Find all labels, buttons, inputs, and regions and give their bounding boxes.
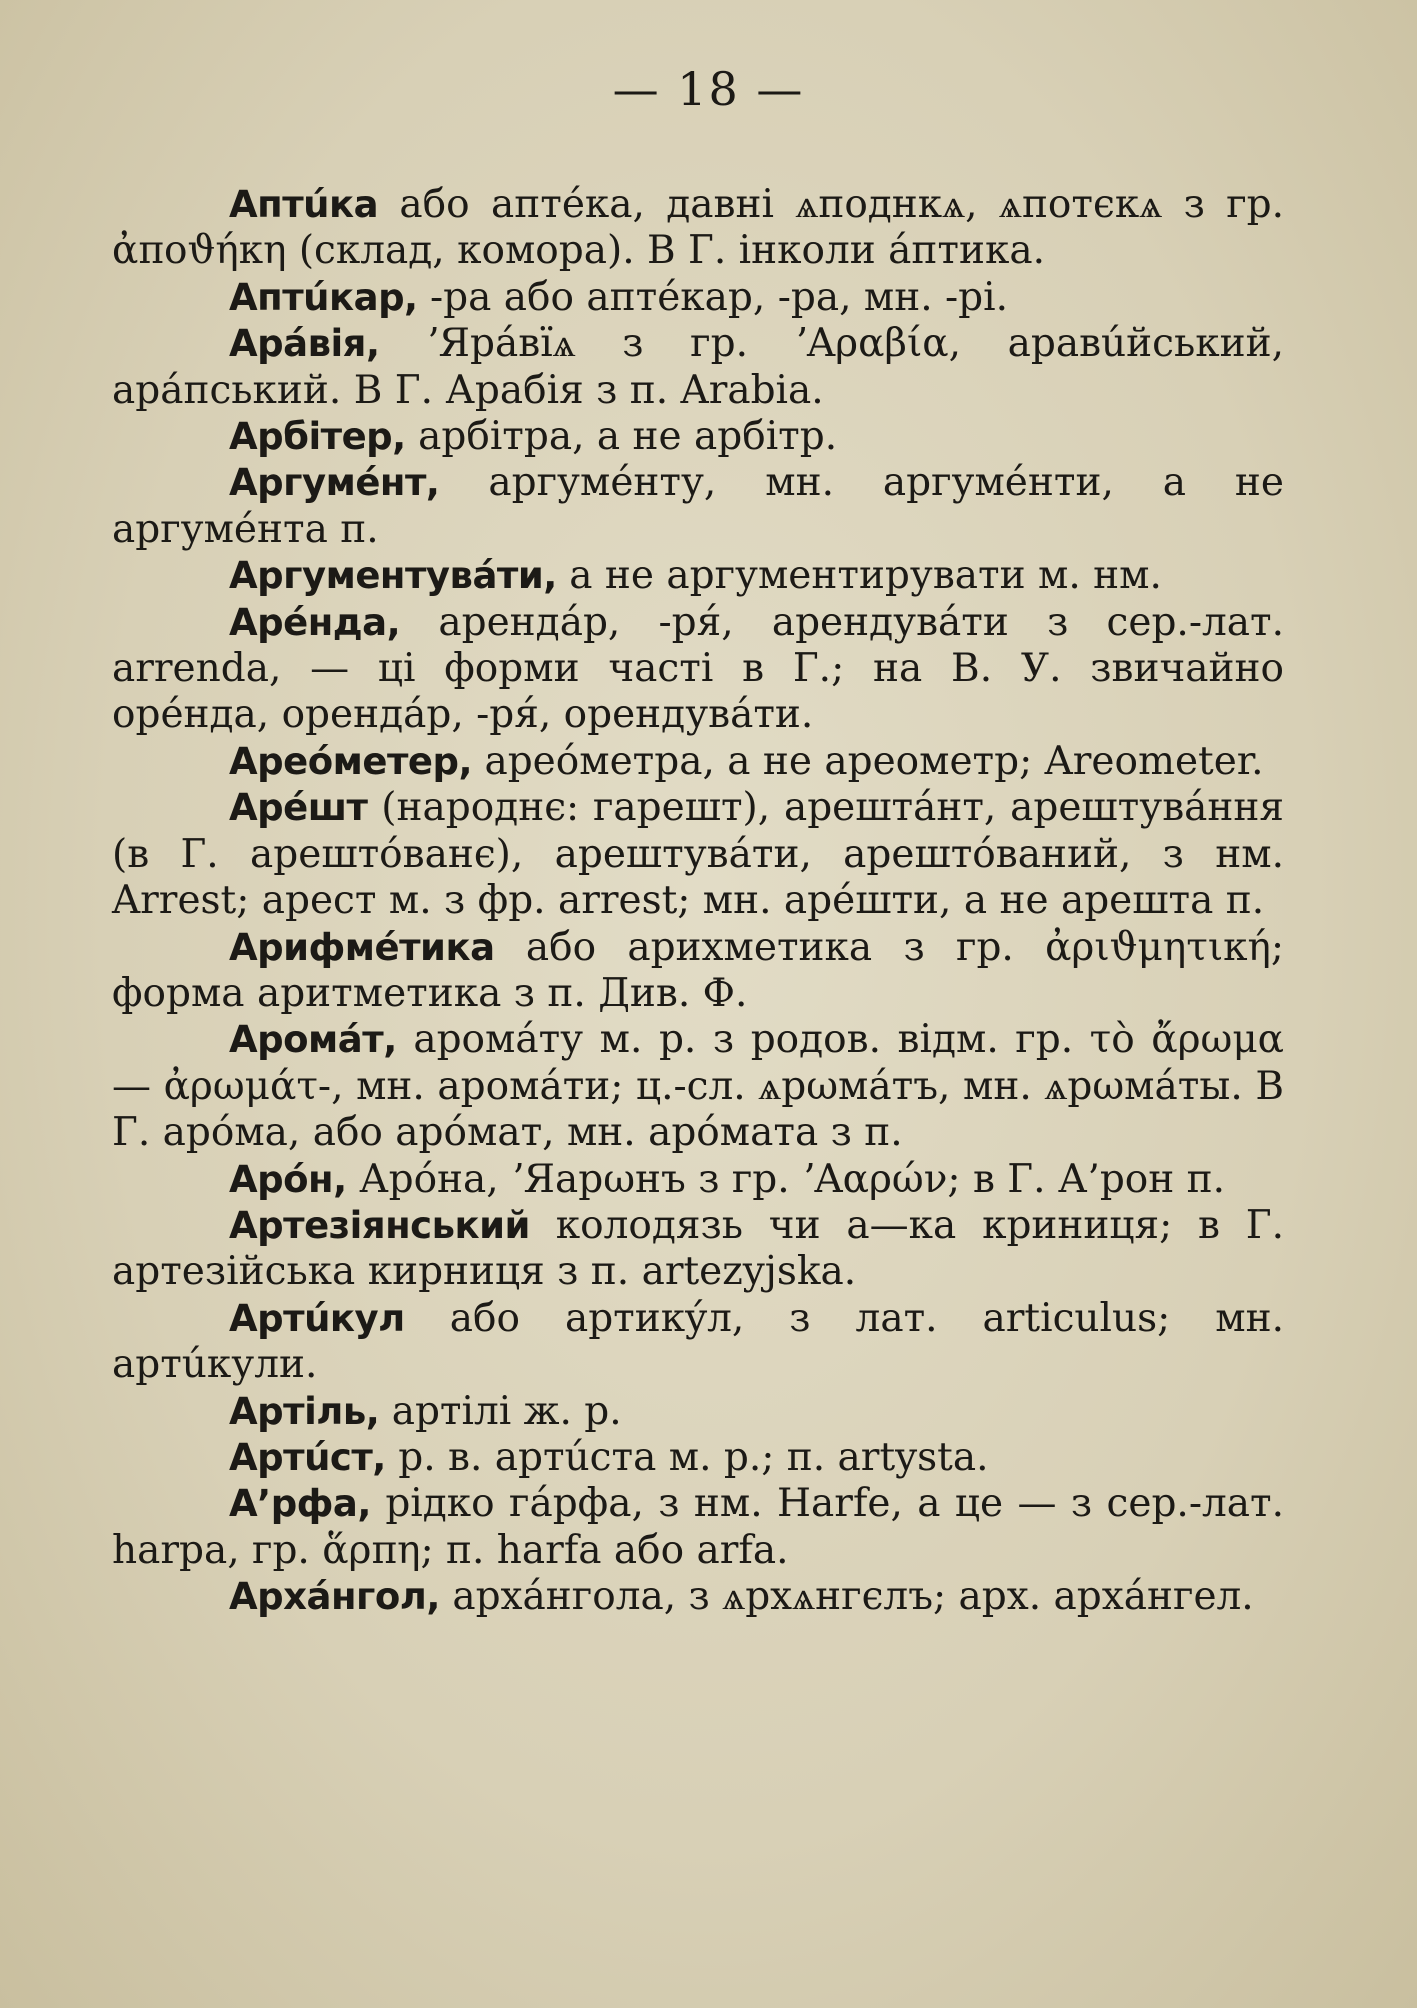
dictionary-entry bbox=[112, 1435, 1284, 1481]
dictionary-entry bbox=[112, 1203, 1284, 1296]
entry-body: або арихметика з гр. ἀριϑμητική; форма аритметика з п. Див. Ф. bbox=[112, 924, 1284, 1016]
entry-headword: Артезіянський bbox=[229, 1203, 530, 1247]
entry-body: рідко гáрфа, з нм. Harfe, а це — з сер.-лат. harpa, гр. ἅρπη; п. harfa або arfa. bbox=[112, 1481, 1284, 1573]
dictionary-entry bbox=[112, 1389, 1284, 1435]
dictionary-entry bbox=[112, 600, 1284, 739]
entry-headword: Ареóметер, bbox=[229, 739, 473, 783]
dictionary-entry bbox=[112, 1017, 1284, 1156]
entry-headword: Аргументувáти, bbox=[229, 554, 557, 598]
entry-headword: Архáнгол, bbox=[229, 1575, 440, 1619]
entry-body: (народнє: гарешт), арештáнт, арештувáння (в Г. арештóванє), арештувáти, арештóваний, з нм. Arrest; арест м. з фр. arrest; мн. арéшти, а не арешта п. bbox=[112, 785, 1284, 924]
entry-headword: Арифмéтика bbox=[229, 925, 495, 969]
entry-headword: Аптúкар, bbox=[229, 275, 418, 319]
entry-headword: Артúст, bbox=[229, 1435, 386, 1479]
entry-body: або аптéка, давні ѧподнкѧ, ѧпотєкѧ з гр. ἀποϑήκη (склад, комора). В Г. інколи áптика. bbox=[112, 182, 1284, 274]
entry-body: Арóна, ʼЯарωнъ з гр. ʼΑαρών; в Г. А’рон п. bbox=[346, 1156, 1226, 1202]
entry-body: арендáр, -ря́, арендувáти з сер.-лат. arrenda, — ці форми часті в Г.; на В. У. звичайно орéнда, орендáр, -ря́, орендувáти. bbox=[112, 599, 1284, 738]
dictionary-entry bbox=[112, 1157, 1284, 1203]
dictionary-entry bbox=[112, 460, 1284, 553]
entry-body: колодязь чи а—ка криниця; в Г. артезійська кирниця з п. artezyjska. bbox=[112, 1202, 1284, 1295]
entry-body: аромáту м. р. з родов. відм. гр. τὸ ἄρωμα — ἀρωμάτ-, мн. аромáти; ц.-сл. ѧрωмáтъ, мн. ѧрωмáты. В Г. арóма, або арóмат, мн. арóмата з п. bbox=[112, 1017, 1284, 1156]
entry-headword: Аргумéнт, bbox=[229, 461, 440, 505]
dictionary-text bbox=[112, 182, 1284, 1621]
dictionary-entry bbox=[112, 1296, 1284, 1389]
entry-body: р. в. артúста м. р.; п. artysta. bbox=[385, 1434, 989, 1480]
entry-headword: Арáвія, bbox=[229, 322, 380, 366]
entry-headword: Аптúка bbox=[229, 183, 379, 226]
entry-body: або артикýл, з лат. articulus; мн. артúкули. bbox=[112, 1295, 1284, 1388]
entry-body: артілі ж. р. bbox=[379, 1388, 622, 1434]
entry-headword: Арéшт bbox=[229, 786, 368, 830]
entry-body: аргумéнту, мн. аргумéнти, а не аргумéнта п. bbox=[112, 460, 1284, 552]
entry-headword: Арбітер, bbox=[229, 415, 406, 459]
dictionary-entry bbox=[112, 1574, 1284, 1620]
dictionary-entry bbox=[112, 182, 1284, 275]
dictionary-entry bbox=[112, 785, 1284, 924]
entry-headword: А’рфа, bbox=[229, 1482, 371, 1526]
entry-body: арбітра, а не арбітр. bbox=[405, 414, 838, 460]
dictionary-entry bbox=[112, 553, 1284, 599]
dictionary-entry bbox=[112, 925, 1284, 1018]
entry-headword: Аромáт, bbox=[229, 1018, 397, 1062]
entry-headword: Артіль, bbox=[229, 1389, 380, 1433]
entry-body: ареóметра, а не ареометр; Areometer. bbox=[472, 738, 1264, 784]
entry-body: -ра або аптéкар, -ра, мн. -рі. bbox=[417, 274, 1009, 320]
entry-headword: Арéнда, bbox=[229, 600, 401, 644]
dictionary-entry bbox=[112, 275, 1284, 321]
page-number: — 18 — bbox=[612, 62, 805, 116]
dictionary-entry bbox=[112, 1481, 1284, 1574]
dictionary-entry bbox=[112, 739, 1284, 785]
entry-body: а не аргументирувати м. нм. bbox=[556, 553, 1162, 599]
dictionary-entry bbox=[112, 321, 1284, 414]
entry-headword: Арóн, bbox=[229, 1157, 347, 1201]
entry-headword: Артúкул bbox=[229, 1296, 405, 1340]
entry-body: архáнгола, з ѧрхѧнгєлъ; арх. архáнгел. bbox=[439, 1574, 1254, 1620]
dictionary-entry bbox=[112, 414, 1284, 460]
entry-body: ʼЯрáвїѧ з гр. ʼΑραβία, аравúйський, арáпський. В Г. Арабія з п. Arabia. bbox=[112, 321, 1284, 413]
